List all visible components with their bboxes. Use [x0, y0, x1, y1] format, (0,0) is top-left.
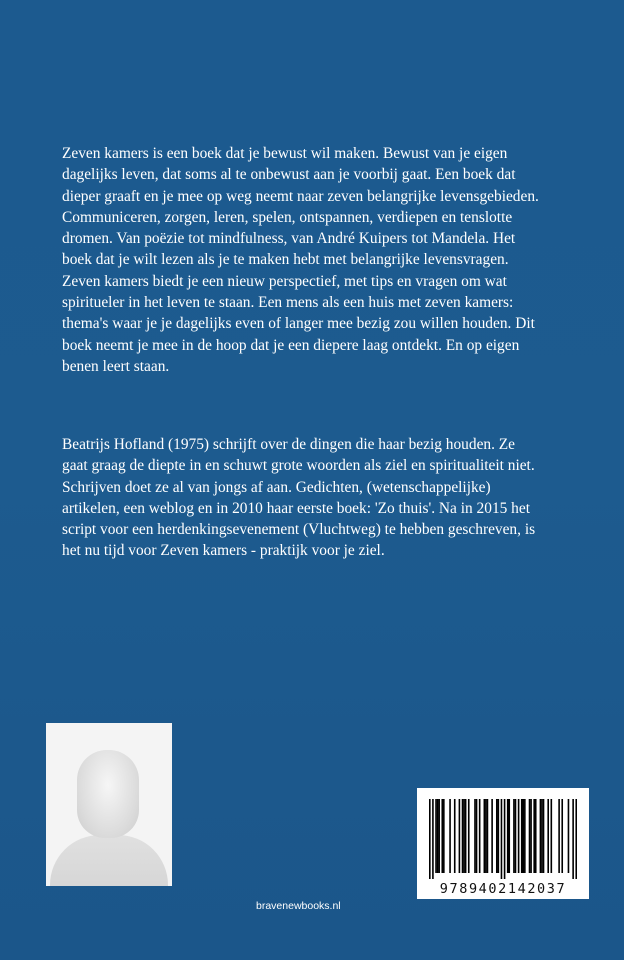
barcode-bar — [522, 799, 524, 873]
barcode-bar — [561, 799, 563, 873]
barcode-bar — [459, 799, 461, 873]
barcode-bar — [429, 799, 431, 879]
barcode-bar — [547, 799, 549, 873]
barcode-bar — [507, 799, 509, 873]
barcode-bar — [513, 799, 515, 873]
barcode-bar — [568, 799, 570, 873]
author-photo-placeholder — [46, 723, 172, 886]
person-silhouette-icon — [50, 835, 168, 886]
barcode-bar — [441, 799, 443, 873]
barcode-icon — [429, 799, 577, 879]
barcode-bar — [515, 799, 517, 873]
barcode-bar — [443, 799, 445, 873]
barcode-bar — [530, 799, 532, 873]
publisher-url: bravenewbooks.nl — [256, 900, 341, 912]
barcode-bar — [465, 799, 467, 873]
barcode-bar — [468, 799, 470, 873]
barcode-bar — [491, 799, 493, 873]
isbn-number: 9789402142037 — [439, 881, 567, 897]
barcode-bar — [476, 799, 478, 873]
barcode-bar — [454, 799, 456, 873]
barcode-bar — [541, 799, 543, 873]
barcode-bar — [496, 799, 498, 873]
barcode-bar — [543, 799, 545, 873]
book-blurb: Zeven kamers is een boek dat je bewust wil maken. Bewust van je eigen dagelijks leven, dat soms al te onbewust aan je voorbij gaat. Een boek dat dieper graaft en je mee op weg neemt naar zeven belangrijke levensgebieden. Communiceren, zorgen, leren, spelen, ontspannen, verdiepen en tenslotte dromen. Van poëzie tot mindfulness, van André Kuipers tot Mandela. Het boek dat je wilt lezen als je te maken hebt met belangrijke levensvragen. Zeven kamers biedt je een nieuw perspectief, met tips en vragen om wat spiritueler in het leven te staan. Een mens als een huis met zeven kamers: thema's waar je je dagelijks even of langer mee bezig zou willen houden. Dit boek neemt je mee in de hoop dat je een diepere laag ontdekt. En op eigen benen leert staan. — [62, 145, 539, 375]
barcode-bar — [501, 799, 503, 879]
barcode-bar — [485, 799, 487, 873]
barcode-bar — [479, 799, 481, 873]
barcode-bar — [575, 799, 577, 879]
barcode-bar — [498, 799, 500, 873]
barcode-bar — [462, 799, 464, 873]
barcode-bar — [558, 799, 560, 873]
isbn-barcode — [417, 788, 589, 899]
barcode-bar — [521, 799, 523, 873]
barcode-bar — [508, 799, 510, 873]
barcode-bar — [432, 799, 434, 879]
barcode-bar — [535, 799, 537, 873]
barcode-bar — [518, 799, 520, 873]
barcode-bar — [504, 799, 506, 879]
barcode-bar — [474, 799, 476, 873]
barcode-bar — [572, 799, 574, 879]
barcode-bar — [484, 799, 486, 873]
barcode-bar — [438, 799, 440, 873]
barcode-bar — [529, 799, 531, 873]
barcode-bar — [463, 799, 465, 873]
barcode-bar — [524, 799, 526, 873]
author-bio: Beatrijs Hofland (1975) schrijft over de dingen die haar bezig houden. Ze gaat graag de diepte in en schuwt grote woorden als ziel en spiritualiteit niet. Schrijven doet ze al van jongs af aan. Gedichten, (wetenschappelijke) artikelen, een weblog en in 2010 haar eerste boek: 'Zo thuis'. Na in 2015 het script voor een herdenkingsevenement (Vluchtweg) te hebben geschreven, is het nu tijd voor Zeven kamers - praktijk voor je ziel. — [62, 436, 536, 560]
barcode-bar — [435, 799, 437, 873]
barcode-bar — [437, 799, 439, 873]
barcode-bar — [540, 799, 542, 873]
barcode-bar — [551, 799, 553, 873]
person-head-icon — [77, 750, 139, 838]
barcode-bar — [533, 799, 535, 873]
barcode-bar — [487, 799, 489, 873]
barcode-bar — [449, 799, 451, 873]
